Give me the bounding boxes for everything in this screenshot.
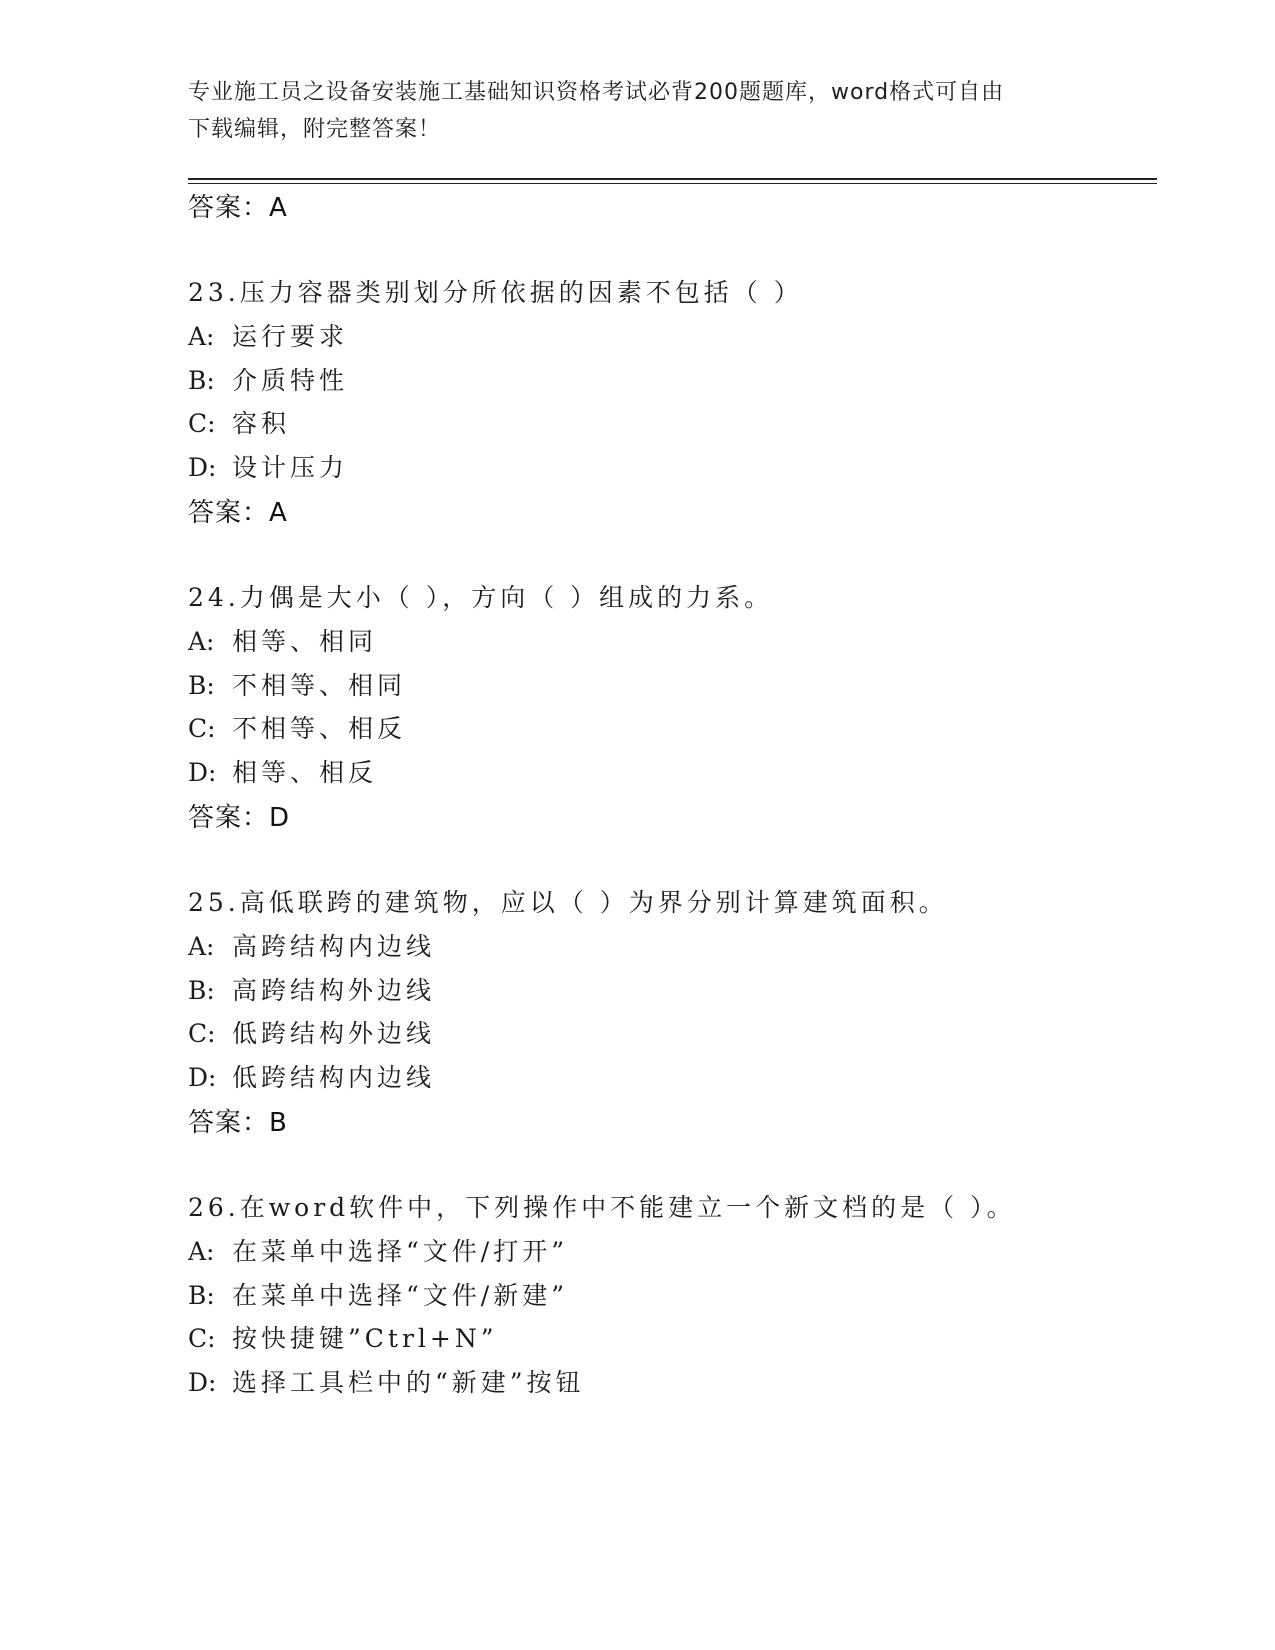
answer-line: 答案：A [188, 498, 288, 528]
option-letter: C: [188, 714, 216, 743]
option-letter: A: [188, 1237, 215, 1266]
option-line [188, 927, 435, 963]
option-line [188, 709, 406, 745]
question-stem: 26.在word软件中，下列操作中不能建立一个新文档的是（ ）。 [188, 1193, 1016, 1222]
option-line [188, 1058, 435, 1094]
option-line [188, 1232, 568, 1268]
option-letter: D: [188, 758, 217, 787]
option-line [188, 666, 406, 702]
header-rule-thick [188, 178, 1157, 180]
option-line [188, 448, 348, 484]
option-line [188, 1319, 498, 1355]
option-text: 在菜单中选择“文件/打开” [232, 1237, 568, 1266]
option-letter: A: [188, 932, 215, 961]
option-line [188, 622, 377, 658]
option-letter: B: [188, 1281, 215, 1310]
option-text: 低跨结构外边线 [232, 1019, 436, 1048]
option-text: 介质特性 [232, 366, 349, 395]
option-line [188, 1363, 585, 1399]
option-line [188, 1276, 568, 1312]
question-stem: 24.力偶是大小（ ），方向（ ）组成的力系。 [188, 583, 774, 612]
option-letter: C: [188, 409, 216, 438]
answer-line: 答案：A [188, 193, 288, 223]
option-text: 不相等、相同 [232, 671, 407, 700]
option-line [188, 404, 290, 440]
question-stem: 23.压力容器类别划分所依据的因素不包括（ ） [188, 278, 803, 307]
option-letter: A: [188, 627, 215, 656]
header-line-2: 下载编辑，附完整答案！ [188, 117, 442, 142]
option-text: 不相等、相反 [232, 714, 407, 743]
option-line [188, 753, 377, 789]
option-text: 容积 [232, 409, 291, 438]
option-letter: A: [188, 322, 215, 351]
option-text: 高跨结构内边线 [232, 932, 436, 961]
option-text: 相等、相同 [232, 627, 378, 656]
option-line [188, 361, 348, 397]
option-letter: D: [188, 453, 217, 482]
document-header [188, 74, 1088, 148]
answer-line: 答案：D [188, 803, 291, 833]
option-letter: B: [188, 976, 215, 1005]
option-line [188, 971, 435, 1007]
header-line-1: 专业施工员之设备安装施工基础知识资格考试必背200题题库，word格式可自由 [188, 80, 1005, 105]
option-line [188, 317, 348, 353]
option-text: 在菜单中选择“文件/新建” [232, 1281, 568, 1310]
option-text: 设计压力 [232, 453, 349, 482]
option-text: 运行要求 [232, 322, 349, 351]
header-rule-thin [188, 183, 1157, 184]
option-letter: B: [188, 671, 215, 700]
option-letter: C: [188, 1019, 216, 1048]
answer-line: 答案：B [188, 1108, 288, 1138]
option-text: 选择工具栏中的“新建”按钮 [232, 1368, 585, 1397]
option-letter: D: [188, 1063, 217, 1092]
option-line [188, 1014, 435, 1050]
option-letter: B: [188, 366, 215, 395]
option-text: 高跨结构外边线 [232, 976, 436, 1005]
option-text: 按快捷键”Ctrl+N” [232, 1324, 498, 1353]
option-letter: D: [188, 1368, 217, 1397]
option-text: 相等、相反 [232, 758, 378, 787]
question-stem: 25.高低联跨的建筑物，应以（ ）为界分别计算建筑面积。 [188, 888, 948, 917]
option-text: 低跨结构内边线 [232, 1063, 436, 1092]
option-letter: C: [188, 1324, 216, 1353]
